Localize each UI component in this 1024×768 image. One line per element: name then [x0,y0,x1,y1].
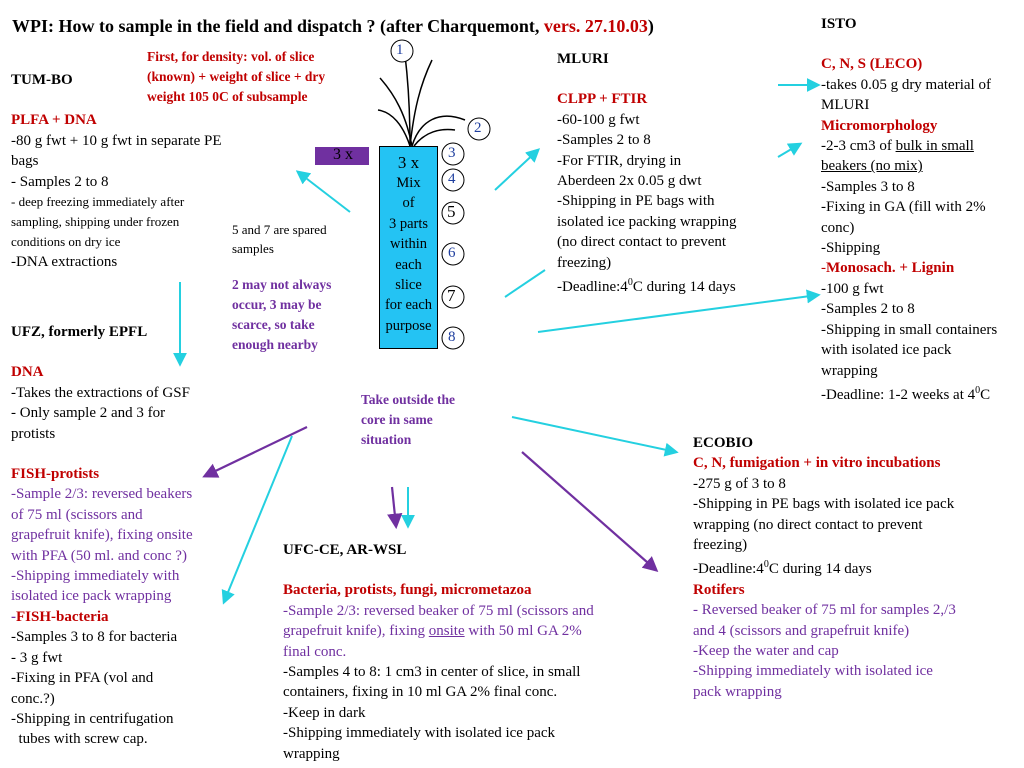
ufc-heading: Bacteria, protists, fungi, micrometazoa [283,582,532,599]
mluri-deadline: $-Deadline:4^0C$ during 14 days [557,277,736,296]
sample-number-3: 3 [448,145,456,161]
core-line: slice [395,277,422,294]
isto-block: ISTO C, N, S (LECO) -takes 0.05 g dry material of MLURI Micromorphology -2-3 cm3 of bulk in small beakers (no mix) -Samples 3 to 8 -Fixing in GA (fill with 2% conc) -Shipping -Monosach. + Lignin -100 g fwt -Samples 2 to 8 -Shipping in small containers with isolated ice pack wrapping -Deadline: 1-2 weeks at $4^0C$ [821,14,997,405]
mluri-heading: CLPP + FTIR [557,91,648,108]
isto-micro-heading: Micromorphology [821,117,938,134]
arrow-to-isto-micro [778,144,800,157]
mluri-name: MLURI [557,51,609,67]
isto-monosach-heading: -Monosach. + Lignin [821,260,955,277]
core-line: 3 parts [388,215,429,232]
mluri-block: MLURI CLPP + FTIR -60-100 g fwt -Samples 2 to 8 -For FTIR, drying in Aberdeen 2x 0.05 g dwt -Shipping in PE bags with isolated ice packing wrapping (no direct contact to prevent freezing) $-Deadline:4^0C$ during 14 days [557,49,737,297]
ufz-name: UFZ, formerly EPFL [11,324,148,340]
take-outside-note: Take outside the core in same situation [361,392,456,447]
ecobio-block: ECOBIO C, N, fumigation + in vitro incubations -275 g of 3 to 8 -Shipping in PE bags with isolated ice pack wrapping (no direct contact to prevent freezing) $-Deadline:4^0C$ during 14 days Rotifers - Reversed beaker of 75 ml for samples 2,/3 and 4 (scissors and grapefruit knife) -Keep the water and cap -Shipping immediately with isolated ice pack wrapping [693,435,956,700]
three-x-box-label: 3 x [333,146,353,163]
sample-number-7: 7 [447,286,456,305]
ufz-block: UFZ, formerly EPFL DNA -Takes the extractions of GSF - Only sample 2 and 3 for protists FISH-protists -Sample 2/3: reversed beakers of 75 ml (scissors and grapefruit knife), fixing onsite with PFA (50 ml. and conc ?) -Shipping immediately with isolated ice pack wrapping -FISH-bacteria -Samples 3 to 8 for bacteria - 3 g fwt -Fixing in PFA (vol and conc.?) -Shipping in centrifugation tubes with screw cap. [11,324,193,748]
isto-leco-heading: C, N, S (LECO) [821,56,923,73]
core-times-label: 3 x [397,153,420,172]
plant-icon [378,55,465,146]
arrow-purple-to-ufc [392,487,396,526]
core-line: for each [384,297,433,314]
ecobio-heading: C, N, fumigation + in vitro incubations [693,455,941,472]
core-line: within [389,236,428,253]
ufc-block: UFC-CE, AR-WSL Bacteria, protists, fungi, micrometazoa -Sample 2/3: reversed beaker of 75 ml (scissors and grapefruit knife), fixing onsite with 50 ml GA 2% final conc. -Samples 4 to 8: 1 cm3 in center of slice, in small containers, fixing in 10 ml GA 2% final conc. -Keep in dark -Shipping immediately with isolated ice pack wrapping [283,542,594,762]
soil-core [379,146,438,349]
sample-number-1: 1 [396,42,404,58]
ufc-name: UFC-CE, AR-WSL [283,542,407,558]
rotifers-heading: Rotifers [693,581,745,598]
page-title: WPI: How to sample in the field and dispatch ? (after Charquemont, vers. 27.10.03) [12,16,654,36]
isto-deadline: -Deadline: 1-2 weeks at $4^0C$ [821,384,991,403]
density-note: First, for density: vol. of slice (known) + weight of slice + dry weight 105 0C of subsample [147,49,326,104]
arrow-mluri-lower [505,270,545,297]
sample-number-5: 5 [447,202,456,221]
ufz-heading: DNA [11,364,44,381]
arrow-purple-to-ufz-fish [205,427,307,476]
arrow-to-ecobio [512,417,676,452]
sample-number-6: 6 [448,245,456,261]
tum-bo-name: TUM-BO [11,72,73,88]
fish-protists-heading: FISH-protists [11,466,100,483]
core-line: of [402,195,415,212]
ecobio-deadline: $-Deadline:4^0C$ during 14 days [693,559,872,578]
core-line: each [395,256,422,273]
core-line: Mix [396,175,421,191]
sample-number-8: 8 [448,329,456,345]
arrow-to-tum-bo [298,172,350,212]
sample-number-2: 2 [474,120,482,136]
sample-number-4: 4 [448,171,456,187]
core-line: purpose [385,317,432,334]
fish-bacteria-heading: -FISH-bacteria [11,608,109,625]
arrow-to-mluri [495,150,538,190]
spared-samples-note: 5 and 7 are spared samples [232,222,327,256]
isto-name: ISTO [821,16,857,32]
ecobio-name: ECOBIO [693,435,754,451]
scarce-note: 2 may not always occur, 3 may be scarce, so take enough nearby [232,277,332,352]
tum-bo-heading: PLFA + DNA [11,112,97,129]
tum-bo-block: TUM-BO PLFA + DNA -80 g fwt + 10 g fwt in separate PE bags - Samples 2 to 8 - deep freezing immediately after sampling, shipping under frozen conditions on dry ice -DNA extractions [11,72,222,271]
arrow-to-isto-monosach [538,295,818,332]
